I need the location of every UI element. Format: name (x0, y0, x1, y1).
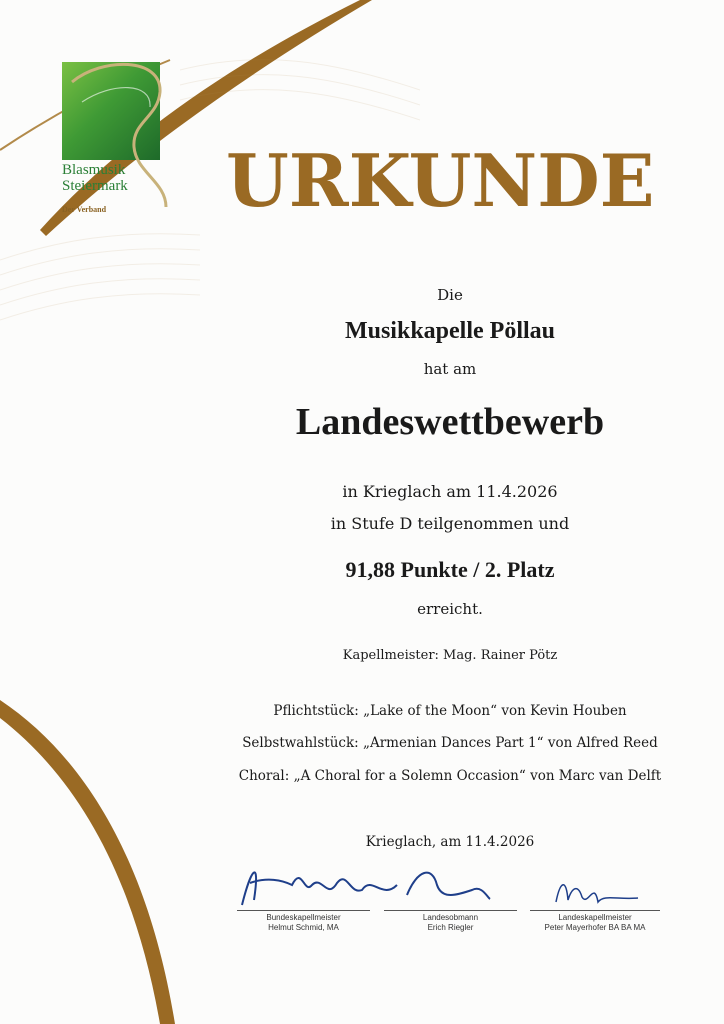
piece-selbstwahl: Selbstwahlstück: „Armenian Dances Part 1“ von Alfred Reed (242, 735, 658, 751)
intro-die: Die (437, 286, 463, 304)
signature-block-1 (237, 910, 370, 933)
event-name: Landeswettbewerb (295, 401, 605, 443)
text-hat-am: hat am (423, 360, 477, 378)
logo-tagline: Der Verband (62, 205, 107, 214)
location-date: in Krieglach am 11.4.2026 (342, 482, 558, 501)
logo-line1: Blasmusik (62, 162, 126, 178)
stufe-text: in Stufe D teilgenommen und (330, 514, 570, 533)
piece-choral: Choral: „A Choral for a Solemn Occasion“ von Marc van Delft (238, 768, 662, 784)
bottom-swoosh (0, 700, 175, 1024)
handwritten-signatures-1-2 (232, 855, 492, 915)
logo-swirl-icon (62, 62, 172, 222)
logo-line2: Steiermark (62, 178, 128, 194)
place-date: Krieglach, am 11.4.2026 (365, 834, 535, 850)
signature-role: Landesobmann (422, 913, 479, 922)
signature-block-2 (384, 910, 517, 933)
text-erreicht: erreicht. (417, 600, 483, 618)
signature-line (530, 910, 660, 911)
signature-name: Peter Mayerhofer BA BA MA (544, 923, 646, 932)
handwritten-signature-3 (548, 872, 648, 912)
signature-line (237, 910, 370, 911)
signature-role: Landeskapellmeister (558, 913, 632, 922)
band-name: Musikkapelle Pöllau (344, 318, 556, 344)
signature-block-3 (530, 910, 660, 933)
score-result: 91,88 Punkte / 2. Platz (345, 557, 555, 582)
kapellmeister: Kapellmeister: Mag. Rainer Pötz (342, 648, 558, 663)
signature-line (384, 910, 517, 911)
signature-name: Erich Riegler (427, 923, 474, 932)
document-title: URKUNDE (226, 138, 655, 223)
piece-pflicht: Pflichtstück: „Lake of the Moon“ von Kevin Houben (273, 703, 627, 719)
signature-role: Bundeskapellmeister (266, 913, 341, 922)
blasmusik-logo (62, 62, 172, 222)
signature-name: Helmut Schmid, MA (268, 923, 339, 932)
